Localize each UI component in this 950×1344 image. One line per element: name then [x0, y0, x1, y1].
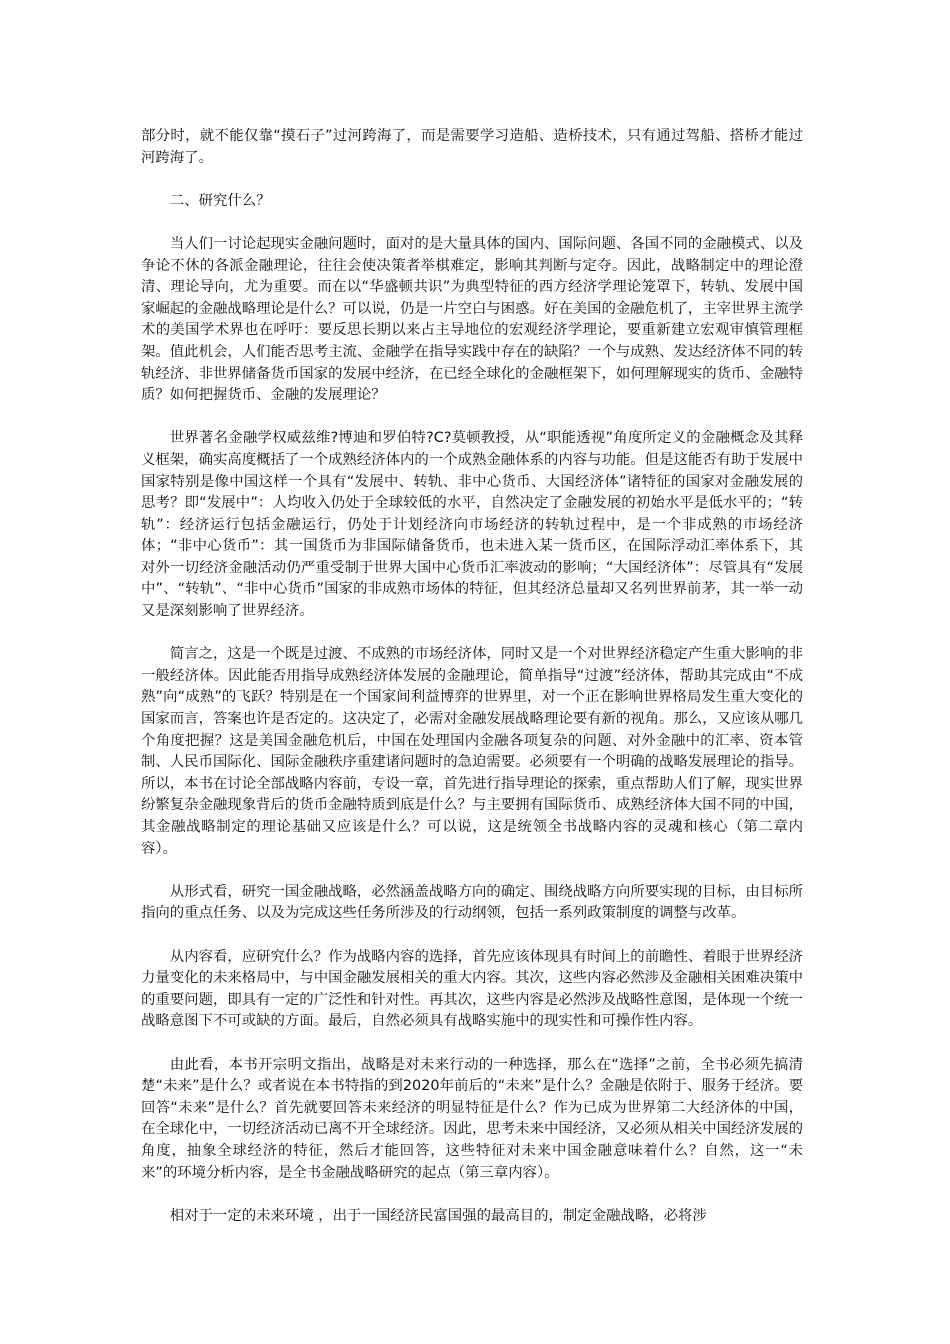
paragraph: 由此看，本书开宗明文指出，战略是对未来行动的一种选择，那么在“选择”之前，全书必须先搞清楚“未来”是什么？或者说在本书特指的到2020年前后的“未来”是什么？金融是依附于、服务于经济。要回答“未来”是什么？首先就要回答未来经济的明显特征是什么？作为已成为世界第二大经济体的中国，在全球化中，一切经济活动已离不开全球经济。因此，思考未来中国经济，又必须从相关中国经济发展的角度，抽象全球经济的特征，然后才能回答，这些特征对未来中国金融意味着什么？自然，这一“未来”的环境分析内容，是全书金融战略研究的起点（第三章内容）。	[141, 1056, 803, 1181]
paragraph: 从内容看，应研究什么？作为战略内容的选择，首先应该体现具有时间上的前瞻性、着眼于世界经济力量变化的未来格局中，与中国金融发展相关的重大内容。其次，这些内容必然涉及金融相关困难决策中的重要问题，即具有一定的广泛性和针对性。再其次，这些内容是必然涉及战略性意图，是体现一个统一战略意图下不可或缺的方面。最后，自然必须具有战略实施中的现实性和可操作性内容。	[141, 948, 803, 1030]
document-page	[141, 126, 803, 1249]
paragraph: 简言之，这是一个既是过渡、不成熟的市场经济体，同时又是一个对世界经济稳定产生重大影响的非一般经济体。因此能否用指导成熟经济体发展的金融理论，简单指导“过渡”经济体，帮助其完成由“不成熟”向“成熟”的飞跃？特别是在一个国家间利益博弈的世界里，对一个正在影响世界格局发生重大变化的国家而言，答案也许是否定的。这决定了，必需对金融发展战略理论要有新的视角。那么，又应该从哪几个角度把握？这是美国金融危机后，中国在处理国内金融各项复杂的问题、对外金融中的汇率、资本管制、人民币国际化、国际金融秩序重建诸问题时的急迫需要。必须要有一个明确的战略发展理论的指导。所以，本书在讨论全部战略内容前，专设一章，首先进行指导理论的探索，重点帮助人们了解，现实世界纷繁复杂金融现象背后的货币金融特质到底是什么？与主要拥有国际货币、成熟经济体大国不同的中国，其金融战略制定的理论基础又应该是什么？可以说，这是统领全书战略内容的灵魂和核心（第二章内容）。	[141, 646, 803, 857]
paragraph: 当人们一讨论起现实金融问题时，面对的是大量具体的国内、国际问题、各国不同的金融模式、以及争论不休的各派金融理论，往往会使决策者举棋难定，影响其判断与定夺。因此，战略制定中的理论澄清、理论导向，尤为重要。而在以“华盛顿共识”为典型特征的西方经济学理论笼罩下，转轨、发展中国家崛起的金融战略理论是什么？可以说，仍是一片空白与困惑。好在美国的金融危机了，主宰世界主流学术的美国学术界也在呼吁：要反思长期以来占主导地位的宏观经济学理论，要重新建立宏观审慎管理框架。值此机会，人们能否思考主流、金融学在指导实践中存在的缺陷？一个与成熟、发达经济体不同的转轨经济、非世界储备货币国家的发展中经济，在已经全球化的金融框架下，如何理解现实的货币、金融特质？如何把握货币、金融的发展理论？	[141, 235, 803, 404]
paragraph: 世界著名金融学权威兹维?博迪和罗伯特?C?莫顿教授，从“职能透视”角度所定义的金融概念及其释义框架，确实高度概括了一个成熟经济体内的一个成熟金融体系的内容与功能。但是这能否有助于发展中国家特别是像中国这样一个具有“发展中、转轨、非中心货币、大国经济体”诸特征的国家对金融发展的思考？即“发展中”：人均收入仍处于全球较低的水平，自然决定了金融发展的初始水平是低水平的；“转轨”：经济运行包括金融运行，仍处于计划经济向市场经济的转轨过程中，是一个非成熟的市场经济体；“非中心货币”：其一国货币为非国际储备货币，也未进入某一货币区，在国际浮动汇率体系下，其对外一切经济金融活动仍严重受制于世界大国中心货币汇率波动的影响；“大国经济体”：尽管具有“发展中”、“转轨”、“非中心货币”国家的非成熟市场体的特征，但其经济总量却又名列世界前茅，其一举一动又是深刻影响了世界经济。	[141, 430, 803, 620]
paragraph: 从形式看，研究一国金融战略，必然涵盖战略方向的确定、围绕战略方向所要实现的目标，由目标所指向的重点任务、以及为完成这些任务所涉及的行动纲领，包括一系列政策制度的调整与改革。	[141, 883, 803, 922]
section-heading: 二、研究什么？	[169, 192, 271, 209]
paragraph-truncated: 相对于一定的未来环境 ，出于一国经济民富国强的最高目的，制定金融战略，必将涉	[169, 1207, 707, 1224]
paragraph-continuation: 部分时，就不能仅靠“摸石子”过河跨海了，而是需要学习造船、造桥技术，只有通过驾船、搭桥才能过河跨海了。	[141, 128, 803, 166]
